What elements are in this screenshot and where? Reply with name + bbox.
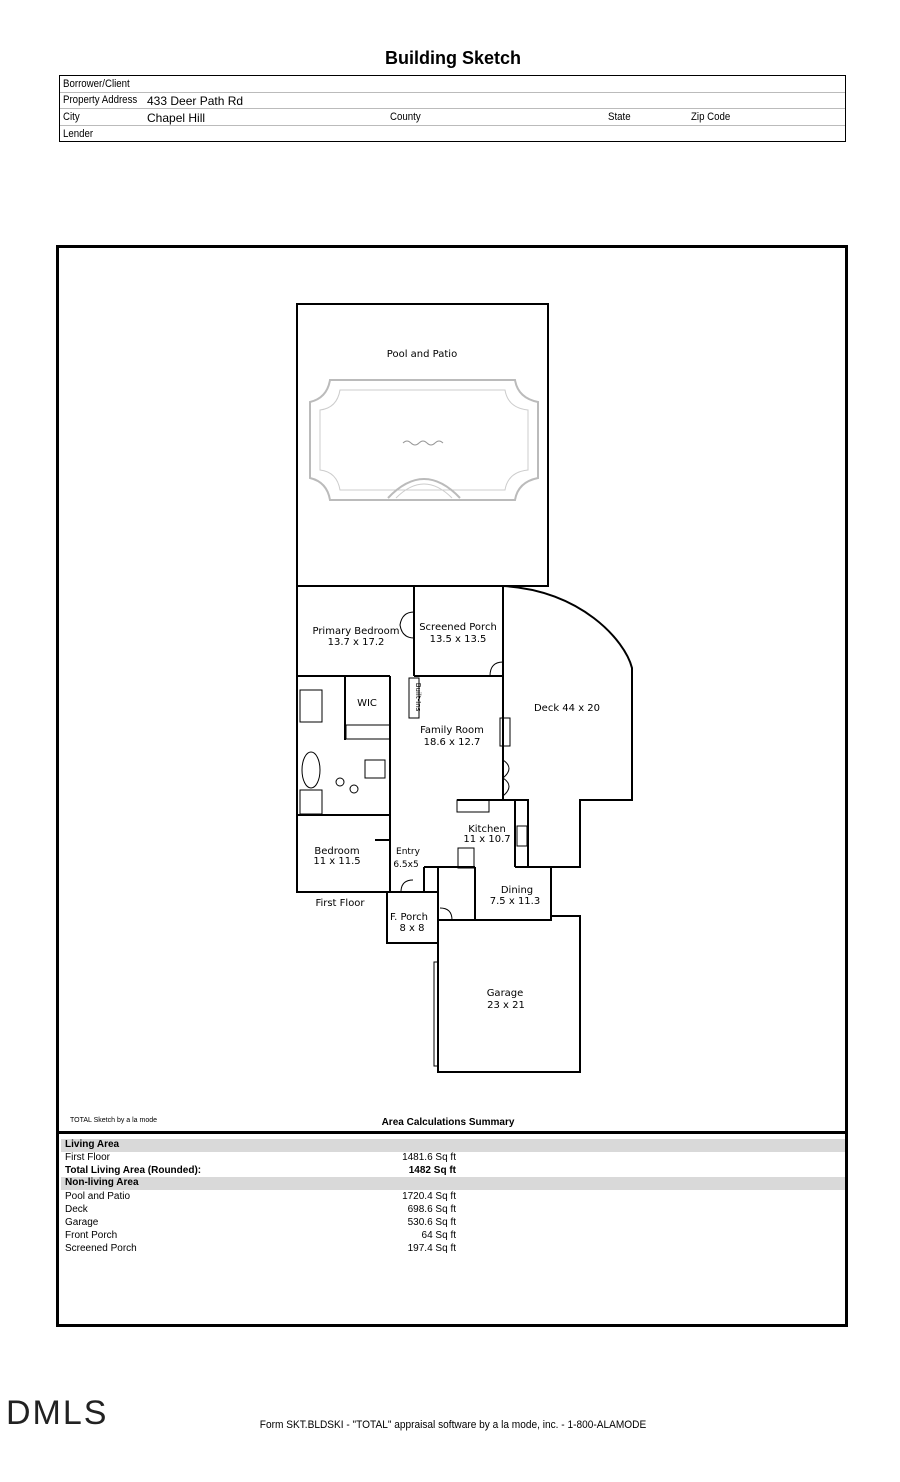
screened-porch-label: Screened Porch: [419, 622, 497, 633]
borrower-label: Borrower/Client: [63, 78, 130, 90]
area-row: [61, 1217, 845, 1230]
family-door: [490, 662, 503, 676]
area-row: [61, 1152, 845, 1165]
entry-door: [401, 880, 413, 892]
area-row: [61, 1191, 845, 1204]
lender-label: Lender: [63, 128, 94, 140]
area-row-name: Pool and Patio: [65, 1191, 131, 1202]
area-row-value: 1481.6 Sq ft: [402, 1152, 456, 1163]
kitchen-dims: 11 x 10.7: [463, 834, 511, 845]
form-footer: Form SKT.BLDSKI - "TOTAL" appraisal software by a la mode, inc. - 1-800-ALAMODE: [259, 1419, 647, 1431]
kitchen-label: Kitchen: [468, 824, 506, 835]
pool-patio-label: Pool and Patio: [386, 349, 458, 360]
garage-label: Garage: [486, 988, 524, 999]
bedroom-label: Bedroom: [314, 846, 360, 857]
area-row-name: Garage: [65, 1217, 99, 1228]
city-label: City: [63, 111, 80, 123]
pool-patio-outline: [297, 304, 548, 586]
primary-bedroom-dims: 13.7 x 17.2: [327, 637, 385, 648]
deck-label: Deck 44 x 20: [533, 703, 601, 714]
area-row-name: Deck: [65, 1204, 88, 1215]
city-value: Chapel Hill: [147, 111, 206, 125]
garage-door-swing: [440, 908, 452, 920]
page-title: Building Sketch: [384, 48, 521, 68]
first-floor-label: First Floor: [315, 898, 365, 909]
total-sketch-note: TOTAL Sketch by a la mode: [70, 1117, 158, 1124]
area-row-value: 64 Sq ft: [421, 1230, 456, 1241]
area-row-value: 197.4 Sq ft: [407, 1243, 456, 1254]
primary-bedroom-label: Primary Bedroom: [312, 626, 400, 637]
area-summary-title: Area Calculations Summary: [381, 1117, 515, 1128]
address-label: Property Address: [63, 94, 138, 106]
area-summary-table: [59, 1131, 845, 1327]
area-row-name: First Floor: [65, 1152, 110, 1163]
area-row: [61, 1230, 845, 1243]
entry-dims: 6.5x5: [393, 860, 419, 870]
front-porch-dims: 8 x 8: [399, 923, 425, 934]
deck-outline: [503, 586, 632, 867]
state-label: State: [608, 111, 631, 123]
front-porch-label: F. Porch: [389, 912, 429, 923]
area-row-value: 698.6 Sq ft: [407, 1204, 456, 1215]
wic-label: WIC: [357, 698, 377, 709]
address-value: 433 Deer Path Rd: [147, 94, 244, 108]
non-living-area-header: Non-living Area: [61, 1177, 845, 1190]
area-row: [61, 1243, 845, 1256]
dining-dims: 7.5 x 11.3: [489, 896, 541, 907]
entry-label: Entry: [396, 847, 420, 857]
area-row-value: 1720.4 Sq ft: [402, 1191, 456, 1202]
built-ins-label: Built-Ins: [414, 682, 422, 712]
family-room-label: Family Room: [420, 725, 484, 736]
county-label: County: [390, 111, 421, 123]
screened-porch-dims: 13.5 x 13.5: [429, 634, 487, 645]
family-room-dims: 18.6 x 12.7: [423, 737, 481, 748]
bedroom-dims: 11 x 11.5: [313, 856, 361, 867]
zip-label: Zip Code: [691, 111, 731, 123]
area-row: [61, 1204, 845, 1217]
area-row-name: Front Porch: [65, 1230, 118, 1241]
porch-door: [400, 612, 414, 638]
area-row-value: 530.6 Sq ft: [407, 1217, 456, 1228]
total-living-name: Total Living Area (Rounded):: [65, 1165, 202, 1176]
area-row-name: Screened Porch: [65, 1243, 137, 1254]
dining-label: Dining: [500, 885, 534, 896]
living-area-header: Living Area: [61, 1139, 845, 1152]
dmls-logo: DMLS: [6, 1394, 109, 1432]
total-living-value: 1482 Sq ft: [408, 1165, 456, 1176]
garage-dims: 23 x 21: [487, 1000, 525, 1011]
